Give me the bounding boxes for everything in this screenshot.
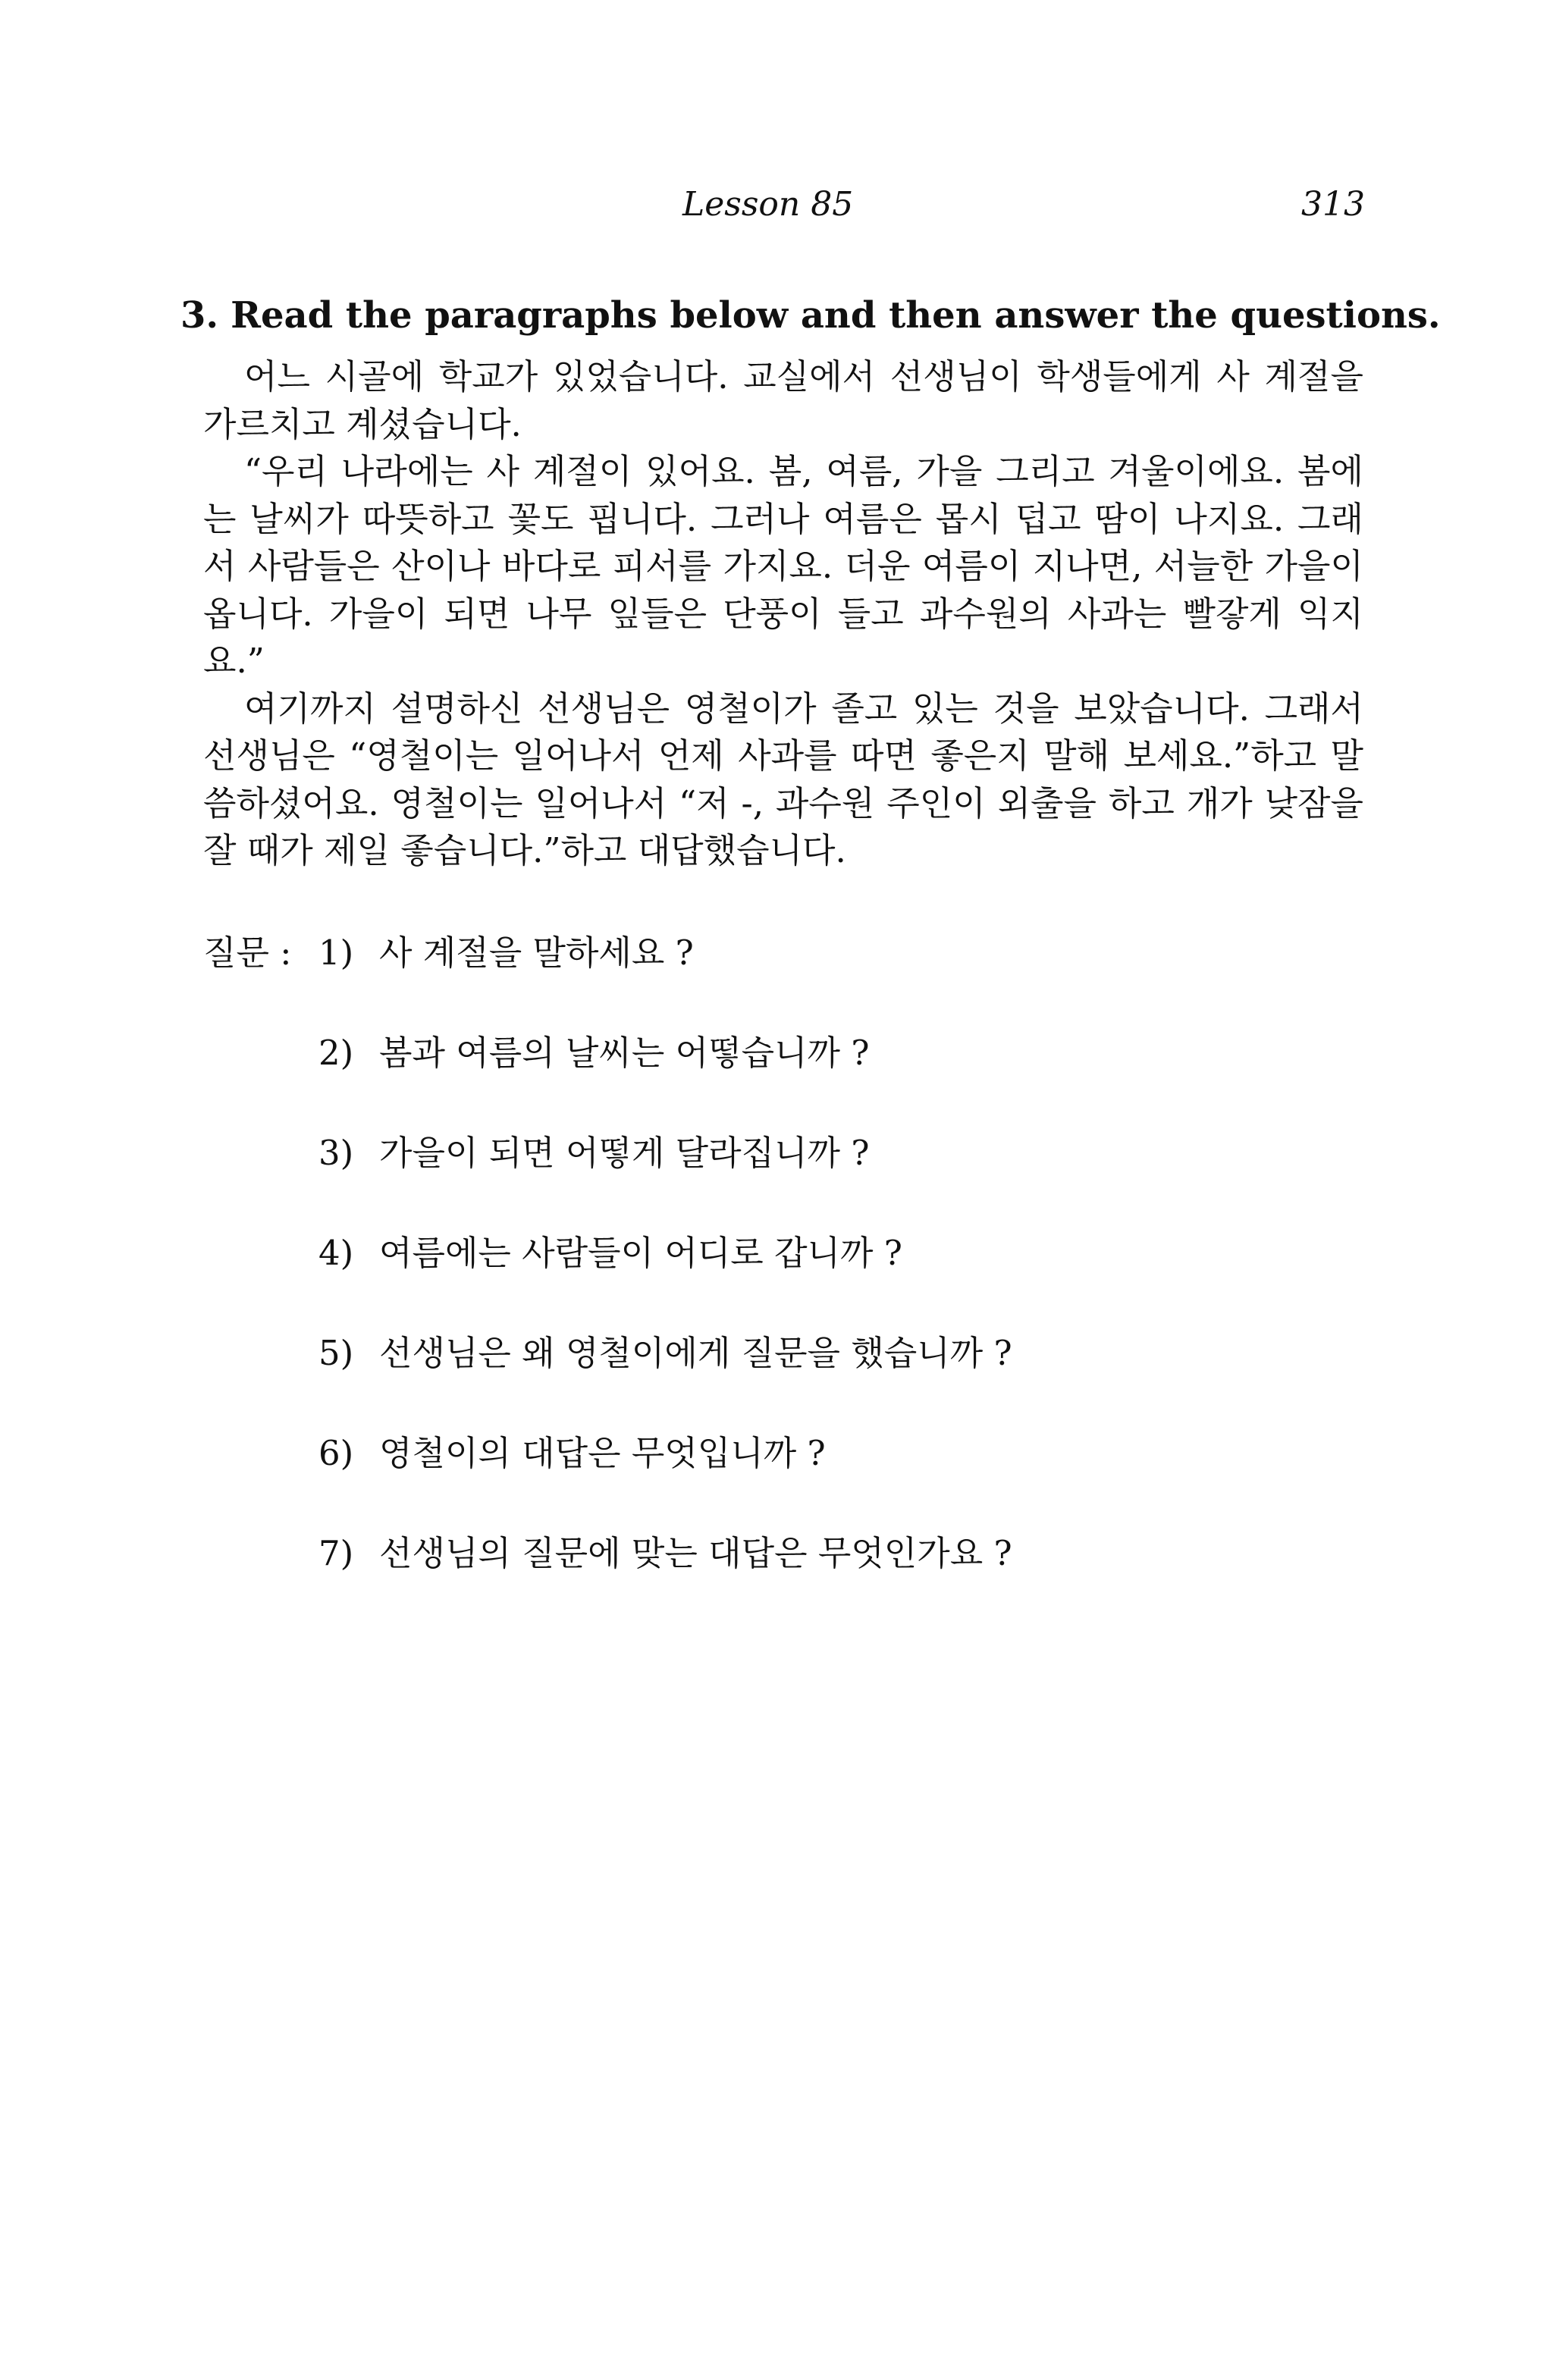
question-item xyxy=(203,1325,1012,1375)
page-number: 313 xyxy=(1301,185,1365,224)
question-item xyxy=(203,1225,902,1275)
question-text: 선생님의 질문에 맞는 대답은 무엇인가요 ? xyxy=(379,1533,1012,1573)
instruction-text: Read the paragraphs below and then answer the questions. xyxy=(231,294,1441,337)
question-number: 2) xyxy=(318,1033,354,1073)
paragraph-2: “우리 나라에는 사 계절이 있어요. 봄, 여름, 가을 그리고 겨울이에요. 봄에는 날씨가 따뜻하고 꽃도 핍니다. 그러나 여름은 몹시 덥고 땀이 나지요. 그래서 사람들은 산이나 바다로 피서를 가지요. 더운 여름이 지나면, 서늘한 가을이 옵니다. 가을이 되면 나무 잎들은 단풍이 들고 과수원의 사과는 빨갛게 익지요.” xyxy=(203,451,1363,681)
lesson-title: Lesson 85 xyxy=(682,185,854,224)
question-number: 6) xyxy=(318,1433,354,1473)
exercise-instruction xyxy=(180,294,1441,337)
question-text: 영철이의 대답은 무엇입니까 ? xyxy=(379,1433,826,1473)
question-text: 여름에는 사람들이 어디로 갑니까 ? xyxy=(379,1233,902,1273)
question-text: 사 계절을 말하세요 ? xyxy=(379,933,694,973)
paragraph-3: 여기까지 설명하신 선생님은 영철이가 졸고 있는 것을 보았습니다. 그래서 선생님은 “영철이는 일어나서 언제 사과를 따면 좋은지 말해 보세요.”하고 말씀하셨어요. 영철이는 일어나서 “저 -, 과수원 주인이 외출을 하고 개가 낮잠을 잘 때가 제일 좋습니다.”하고 대답했습니다. xyxy=(203,688,1363,870)
question-text: 선생님은 왜 영철이에게 질문을 했습니까 ? xyxy=(379,1333,1012,1373)
question-number: 4) xyxy=(318,1233,354,1273)
question-item xyxy=(203,925,694,974)
questions-label: 질문 : xyxy=(203,933,292,973)
paragraph-1: 어느 시골에 학교가 있었습니다. 교실에서 선생님이 학생들에게 사 계절을 가르치고 계셨습니다. xyxy=(203,356,1363,444)
exercise-number: 3. xyxy=(180,294,219,337)
question-number: 7) xyxy=(318,1533,354,1573)
question-number: 1) xyxy=(318,933,354,973)
question-item xyxy=(203,1025,869,1074)
question-item xyxy=(203,1425,826,1475)
question-item xyxy=(203,1526,1012,1575)
question-item xyxy=(203,1125,869,1174)
question-number: 5) xyxy=(318,1333,354,1373)
question-text: 봄과 여름의 날씨는 어떻습니까 ? xyxy=(379,1033,870,1073)
question-text: 가을이 되면 어떻게 달라집니까 ? xyxy=(379,1133,870,1173)
reading-passage xyxy=(203,353,1363,875)
question-number: 3) xyxy=(318,1133,354,1173)
